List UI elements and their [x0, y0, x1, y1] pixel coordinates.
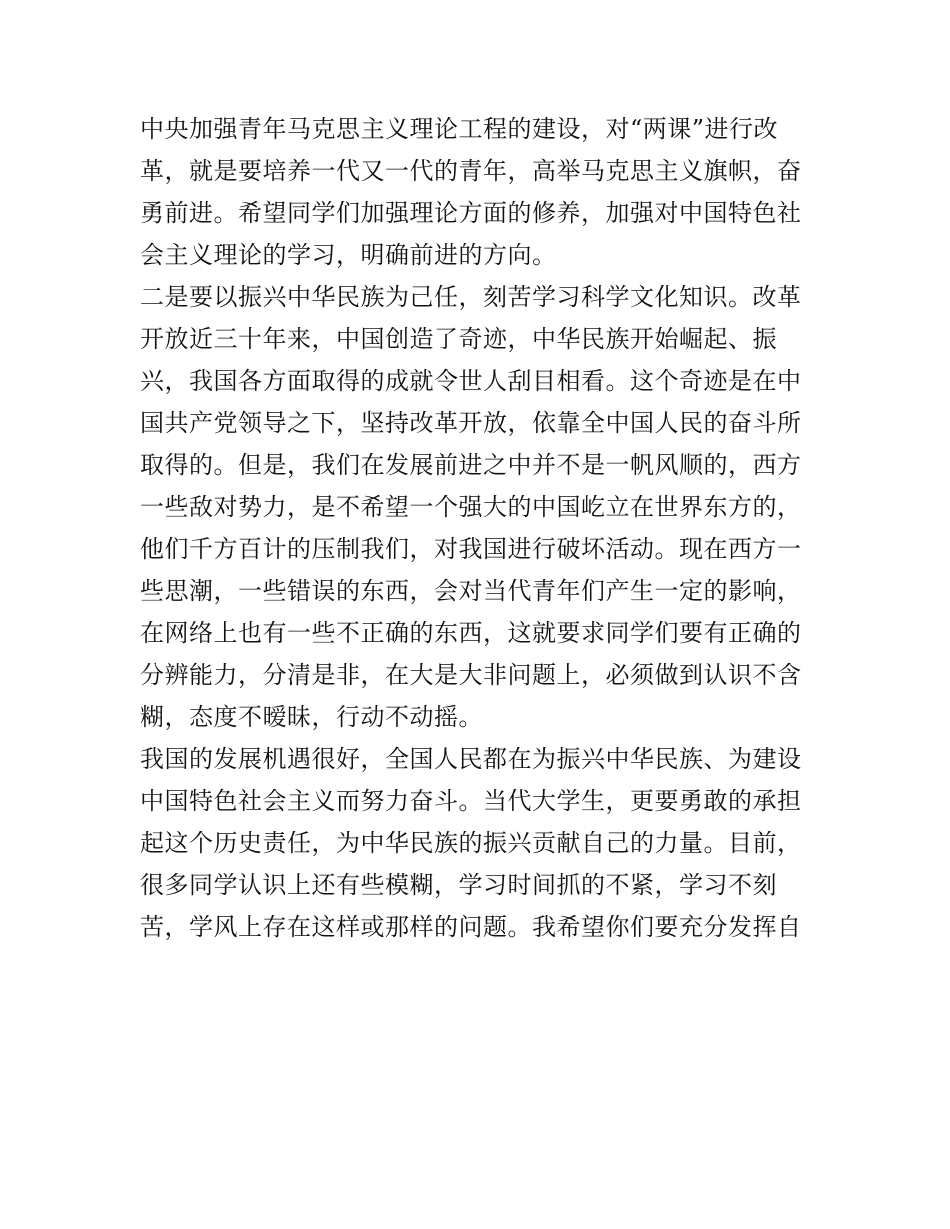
paragraph-3: [140, 738, 820, 948]
text-line: 取得的。但是，我们在发展前进之中并不是一帆风顺的，西方: [140, 451, 802, 479]
text-line: 中国特色社会主义而努力奋斗。当代大学生，更要勇敢的承担: [140, 787, 802, 815]
text-line: 兴，我国各方面取得的成就令世人刮目相看。这个奇迹是在中: [140, 367, 802, 395]
text-line: 些思潮，一些错误的东西，会对当代青年们产生一定的影响，: [140, 577, 802, 605]
paragraph-1: [140, 108, 820, 276]
text-line: 起这个历史责任，为中华民族的振兴贡献自己的力量。目前，: [140, 829, 802, 857]
paragraph-2: [140, 276, 820, 738]
document-body: [140, 108, 820, 948]
text-line: 国共产党领导之下，坚持改革开放，依靠全中国人民的奋斗所: [140, 409, 802, 437]
text-line: 二是要以振兴中华民族为己任，刻苦学习科学文化知识。改革: [140, 283, 802, 311]
text-line: 在网络上也有一些不正确的东西，这就要求同学们要有正确的: [140, 619, 802, 647]
text-line: 分辨能力，分清是非，在大是大非问题上，必须做到认识不含: [140, 661, 802, 689]
text-line: 开放近三十年来，中国创造了奇迹，中华民族开始崛起、振: [140, 325, 777, 353]
text-line: 中央加强青年马克思主义理论工程的建设，对“两课”进行改: [140, 115, 779, 143]
text-line: 我国的发展机遇很好，全国人民都在为振兴中华民族、为建设: [140, 745, 802, 773]
text-line: 勇前进。希望同学们加强理论方面的修养，加强对中国特色社: [140, 199, 802, 227]
text-line: 苦，学风上存在这样或那样的问题。我希望你们要充分发挥自: [140, 913, 802, 941]
text-line: 会主义理论的学习，明确前进的方向。: [140, 241, 557, 269]
text-line: 他们千方百计的压制我们，对我国进行破坏活动。现在西方一: [140, 535, 802, 563]
text-line: 糊，态度不暧昧，行动不动摇。: [140, 703, 483, 731]
text-line: 很多同学认识上还有些模糊，学习时间抓的不紧，学习不刻: [140, 871, 777, 899]
text-line: 一些敌对势力，是不希望一个强大的中国屹立在世界东方的，: [140, 493, 802, 521]
text-line: 革，就是要培养一代又一代的青年，高举马克思主义旗帜，奋: [140, 157, 802, 185]
